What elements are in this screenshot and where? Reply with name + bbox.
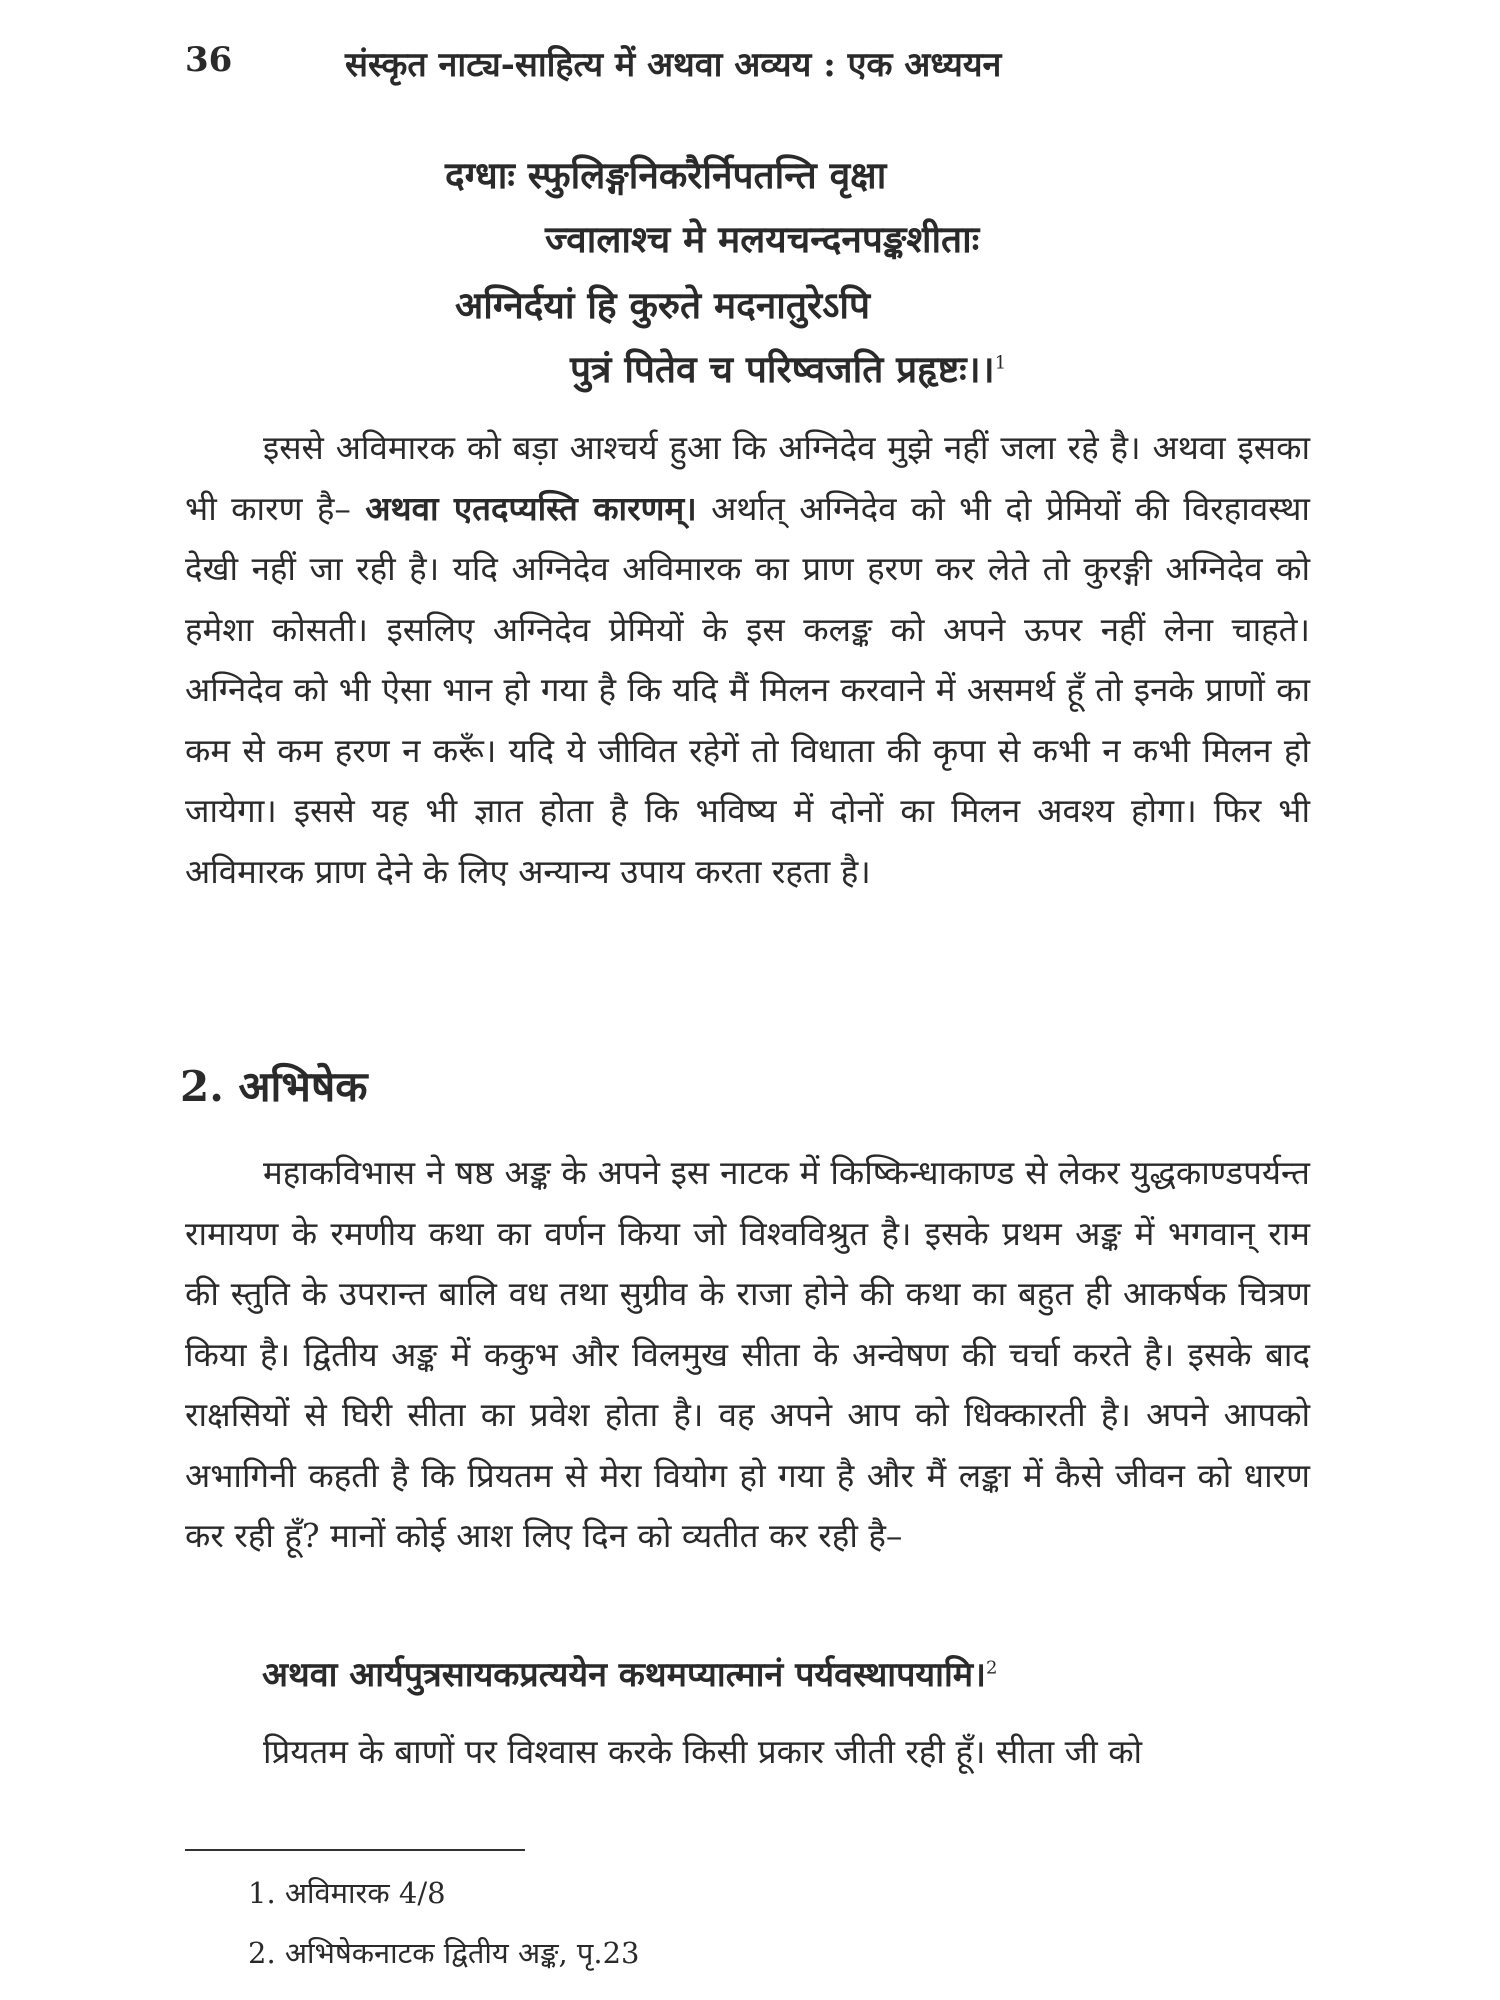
footnote-2: 2. अभिषेकनाटक द्वितीय अङ्क, पृ.23 [248, 1936, 640, 1970]
running-title: संस्कृत नाट्य-साहित्य में अथवा अव्यय : एक अध्ययन [345, 45, 1002, 85]
paragraph-1-part-1: इससे अविमारक को बड़ा आश्चर्य हुआ कि अग्निदेव मुझे नहीं जला रहे है। अथवा इसका भी कारण है– [185, 428, 1310, 528]
paragraph-2: महाकविभास ने षष्ठ अङ्क के अपने इस नाटक में किष्किन्धाकाण्ड से लेकर युद्धकाण्डपर्यन्त रामायण के रमणीय कथा का वर्णन किया जो विश्वविश्रुत है। इसके प्रथम अङ्क में भगवान् राम की स्तुति के उपरान्त बालि वध तथा सुग्रीव के राजा होने की कथा का बहुत ही आकर्षक चित्रण किया है। द्वितीय अङ्क में ककुभ और विलमुख सीता के अन्वेषण की चर्चा करते है। इसके बाद राक्षसियों से घिरी सीता का प्रवेश होता है। वह अपने आप को धिक्कारती है। अपने आपको अभागिनी कहती है कि प्रियतम से मेरा वियोग हो गया है और मैं लङ्का में कैसे जीवन को धारण कर रही हूँ? मानों कोई आश लिए दिन को व्यतीत कर रही है– [185, 1153, 1310, 1555]
page-header [185, 40, 1305, 100]
paragraph-1-bold-quote: अथवा एतदप्यस्ति कारणम्। [365, 488, 697, 528]
verse-line-last [570, 342, 1006, 393]
verse-line-text: पुत्रं पितेव च परिष्वजति प्रहृष्टः।। [570, 347, 995, 391]
verse-line: दग्धाः स्फुलिङ्गनिकरैर्निपतन्ति वृक्षा [445, 153, 887, 197]
paragraph-1-part-2: अर्थात् अग्निदेव को भी दो प्रेमियों की विरहावस्था देखी नहीं जा रही है। यदि अग्निदेव अविमारक का प्राण हरण कर लेते तो कुरङ्गी अग्निदेव को हमेशा कोसती। इसलिए अग्निदेव प्रेमियों के इस कलङ्क को अपने ऊपर नहीं लेना चाहते। अग्निदेव को भी ऐसा भान हो गया है कि यदि मैं मिलन करवाने में असमर्थ हूँ तो इनके प्राणों का कम से कम हरण न करूँ। यदि ये जीवित रहेगें तो विधाता की कृपा से कभी न कभी मिलन हो जायेगा। इससे यह भी ज्ञात होता है कि भविष्य में दोनों का मिलन अवश्य होगा। फिर भी अविमारक प्राण देने के लिए अन्यान्य उपाय करता रहता है। [185, 488, 1310, 891]
footnotes [248, 1873, 640, 1993]
verse-line: अग्निर्दयां हि कुरुते मदनातुरेऽपि [455, 283, 870, 327]
footnote-ref-1: 1 [994, 352, 1007, 374]
footnote-1: 1. अविमारक 4/8 [248, 1876, 446, 1910]
paragraph-1 [185, 418, 1310, 902]
footnote-divider [185, 1849, 525, 1851]
paragraph-3: प्रियतम के बाणों पर विश्वास करके किसी प्रकार जीती रही हूँ। सीता जी को [263, 1732, 1143, 1771]
footnote-ref-2: 2 [985, 1657, 998, 1679]
bold-quote-text: अथवा आर्यपुत्रसायकप्रत्ययेन कथमप्यात्मानं पर्यवस्थापयामि। [262, 1655, 986, 1695]
bold-quote [262, 1650, 997, 1696]
section-heading: 2. अभिषेक [180, 1062, 368, 1111]
page-number: 36 [185, 40, 233, 80]
verse-line: ज्वालाश्च मे मलयचन्दनपङ्कशीताः [545, 217, 980, 261]
sanskrit-verse [0, 130, 1500, 430]
